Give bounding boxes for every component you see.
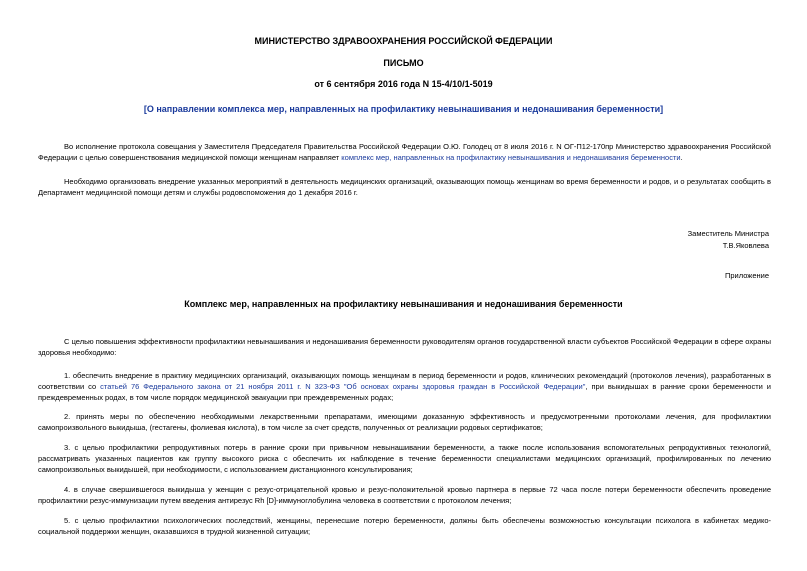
appendix-item-4: 4. в случае свершившегося выкидыша у женщин с резус-отрицательной кровью и резус-положительной кровью партнера в первые 72 часа после потери беременности обеспечить проведение профилактики резус-иммунизации путем введения антирезус Rh [D]-иммуноглобулина человека в соответствии с протоколом лечения;: [38, 485, 771, 506]
doc-type: ПИСЬМО: [383, 58, 424, 68]
appendix-label: Приложение: [725, 271, 769, 280]
subject-bracket-close: ]: [660, 104, 664, 114]
doc-subject: [0, 104, 807, 114]
intro-p1-text: Во исполнение протокола совещания у Заместителя Председателя Правительства Российской Федерации О.Ю. Голодец от 8 июля 2016 г. N ОГ-П12-170пр Министерство здравоохранения Российской Федерации с целью совершенствования медицинской помощи женщинам направляет: [38, 142, 771, 163]
subject-bracket-open: [О направлении: [143, 104, 218, 114]
appendix-item-5: 5. с целью профилактики психологических последствий, женщины, перенесшие потерю беременности, должны быть обеспечены возможностью консультации психолога в кабинетах медико-социальной поддержки женщин, оказавшихся в трудной жизненной ситуации;: [38, 516, 771, 537]
intro-paragraph-1: [38, 141, 771, 163]
intro-p1-link[interactable]: комплекс мер, направленных на профилактику невынашивания и недонашивания беременности: [341, 153, 681, 163]
ministry-title: МИНИСТЕРСТВО ЗДРАВООХРАНЕНИЯ РОССИЙСКОЙ ФЕДЕРАЦИИ: [254, 36, 553, 46]
signature-name: Т.В.Яковлева: [722, 241, 769, 250]
appendix-intro: С целью повышения эффективности профилактики невынашивания и недонашивания беременности руководителям органов государственной власти субъектов Российской Федерации в сфере охраны здоровья необходимо:: [38, 337, 771, 358]
intro-p1-end: .: [680, 153, 683, 163]
appendix-item-1: [38, 370, 771, 404]
doc-date-number: от 6 сентября 2016 года N 15-4/10/1-5019: [314, 79, 493, 89]
item1-law-link[interactable]: статьей 76 Федерального закона от 21 ноября 2011 г. N 323-ФЗ "Об основах охраны здоровья граждан в Российской Федерации": [100, 382, 586, 392]
appendix-item-2: 2. принять меры по обеспечению необходимыми лекарственными препаратами, имеющими доказанную эффективность и предусмотренными протоколами лечения, для профилактики самопроизвольного выкидыша, (гестагены, фолиевая кислота), в том числе за счет средств, полученных от реализации родовых сертификатов;: [38, 412, 771, 433]
item1-text-a: 1. обеспечить внедрение в практику медицинских организаций, оказывающих помощь женщинам в период беременности и родов, клинических рекомендаций (протоколов лечения), разработанных в соответствии со: [38, 371, 771, 392]
item1-text-b: , при выкидышах в ранние сроки беременности и преждевременных родах, в том числе порядок медицинской эвакуации при преждевременных родах;: [38, 382, 771, 403]
signature-position: Заместитель Министра: [687, 229, 769, 238]
subject-link[interactable]: комплекса мер, направленных на профилактику невынашивания и недонашивания беременности: [217, 104, 661, 114]
appendix-title: Комплекс мер, направленных на профилактику невынашивания и недонашивания беременности: [184, 299, 623, 309]
intro-paragraph-2: Необходимо организовать внедрение указанных мероприятий в деятельность медицинских организаций, оказывающих помощь женщинам во время беременности и родов, и о результатах сообщить в Департамент медицинской помощи детям и службы родовспоможения до 1 декабря 2016 г.: [38, 177, 771, 198]
appendix-item-3: 3. с целью профилактики репродуктивных потерь в ранние сроки при привычном невынашивании беременности, а также после использования вспомогательных репродуктивных технологий, рассматривать указанных пациентов как группу высокого риска с обеспечить их наблюдение в течение беременности специалистами медицинских организаций, профилированных по лечению самопроизвольных выкидышей, при необходимости, с использованием дистанционного консультирования;: [38, 443, 771, 475]
